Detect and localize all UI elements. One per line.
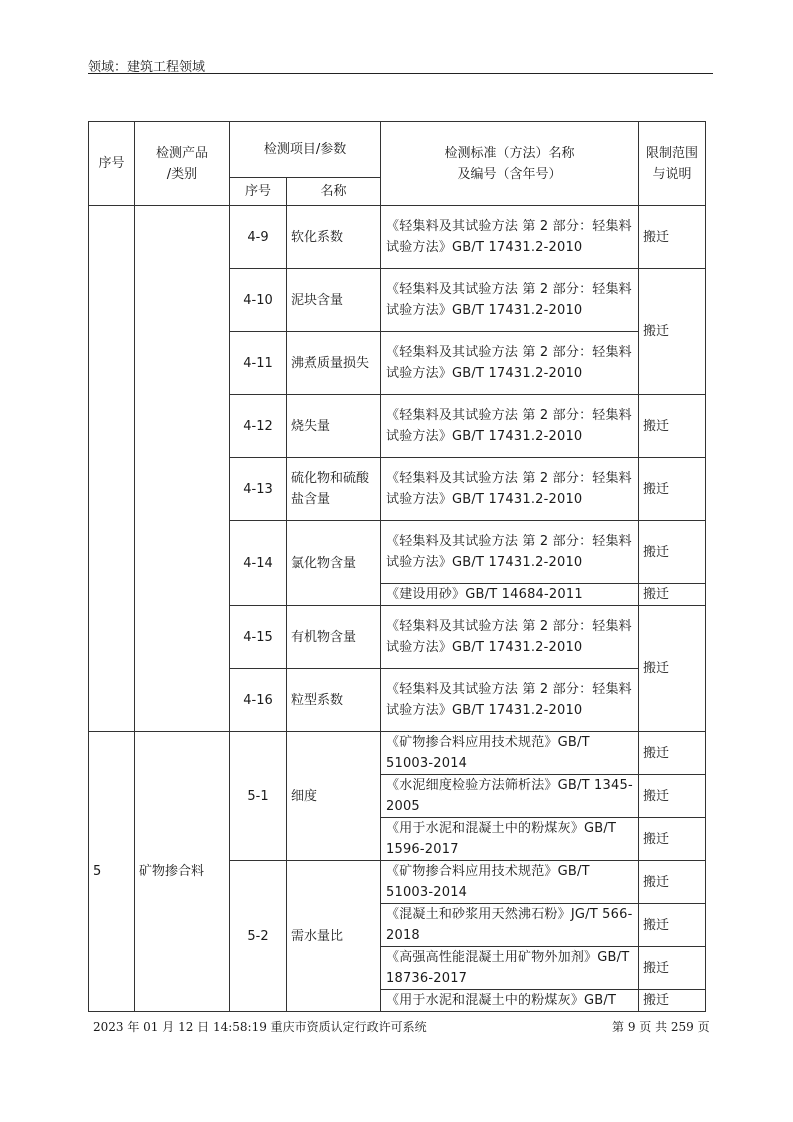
standard-text: 《轻集料及其试验方法 第 2 部分：轻集料试验方法》GB/T 17431.2-2010 xyxy=(381,521,639,584)
standard-text: 《轻集料及其试验方法 第 2 部分：轻集料试验方法》GB/T 17431.2-2010 xyxy=(381,332,639,395)
limit-text: 搬迁 xyxy=(639,947,706,990)
limit-text: 搬迁 xyxy=(639,206,706,269)
item-name: 有机物含量 xyxy=(287,606,381,669)
item-seq: 5-1 xyxy=(230,732,287,861)
header-limit: 限制范围 与说明 xyxy=(639,122,706,206)
header-seq: 序号 xyxy=(89,122,135,206)
table-row xyxy=(89,206,706,269)
item-name: 硫化物和硫酸盐含量 xyxy=(287,458,381,521)
item-seq: 4-12 xyxy=(230,395,287,458)
header-product: 检测产品 /类别 xyxy=(135,122,230,206)
header-item-seq: 序号 xyxy=(230,178,287,206)
footer-timestamp-system: 2023 年 01 月 12 日 14:58:19 重庆市资质认定行政许可系统 xyxy=(93,1020,427,1034)
product-cell-5: 矿物掺合料 xyxy=(135,732,230,1012)
limit-text: 搬迁 xyxy=(639,606,706,732)
item-seq: 4-11 xyxy=(230,332,287,395)
limit-text: 搬迁 xyxy=(639,395,706,458)
item-name: 泥块含量 xyxy=(287,269,381,332)
seq-cell-5: 5 xyxy=(89,732,135,1012)
limit-text: 搬迁 xyxy=(639,584,706,606)
standard-text: 《轻集料及其试验方法 第 2 部分：轻集料试验方法》GB/T 17431.2-2010 xyxy=(381,206,639,269)
standard-text: 《矿物掺合料应用技术规范》GB/T 51003-2014 xyxy=(381,732,639,775)
standard-text: 《轻集料及其试验方法 第 2 部分：轻集料试验方法》GB/T 17431.2-2010 xyxy=(381,395,639,458)
standard-text: 《轻集料及其试验方法 第 2 部分：轻集料试验方法》GB/T 17431.2-2010 xyxy=(381,606,639,669)
table-row xyxy=(89,732,706,775)
item-seq: 4-9 xyxy=(230,206,287,269)
item-seq: 4-15 xyxy=(230,606,287,669)
footer-page-info: 第 9 页 共 259 页 xyxy=(612,1020,710,1034)
item-seq: 4-10 xyxy=(230,269,287,332)
item-name: 粒型系数 xyxy=(287,669,381,732)
item-name: 软化系数 xyxy=(287,206,381,269)
standard-text: 《矿物掺合料应用技术规范》GB/T 51003-2014 xyxy=(381,861,639,904)
standard-text: 《水泥细度检验方法筛析法》GB/T 1345-2005 xyxy=(381,775,639,818)
header-item-group: 检测项目/参数 xyxy=(230,122,381,178)
inspection-table xyxy=(88,121,706,1012)
limit-text: 搬迁 xyxy=(639,818,706,861)
limit-text: 搬迁 xyxy=(639,775,706,818)
item-name: 沸煮质量损失 xyxy=(287,332,381,395)
item-name: 烧失量 xyxy=(287,395,381,458)
standard-text: 《高强高性能混凝土用矿物外加剂》GB/T 18736-2017 xyxy=(381,947,639,990)
item-seq: 4-14 xyxy=(230,521,287,606)
header-standard: 检测标准（方法）名称 及编号（含年号） xyxy=(381,122,639,206)
standard-text: 《轻集料及其试验方法 第 2 部分：轻集料试验方法》GB/T 17431.2-2010 xyxy=(381,458,639,521)
item-seq: 4-13 xyxy=(230,458,287,521)
limit-text: 搬迁 xyxy=(639,732,706,775)
item-name: 氯化物含量 xyxy=(287,521,381,606)
limit-text: 搬迁 xyxy=(639,269,706,395)
limit-text: 搬迁 xyxy=(639,458,706,521)
product-cell-4 xyxy=(135,206,230,732)
limit-text: 搬迁 xyxy=(639,861,706,904)
header-divider xyxy=(88,73,713,74)
standard-text: 《用于水泥和混凝土中的粉煤灰》GB/T 1596-2017 xyxy=(381,818,639,861)
standard-text: 《建设用砂》GB/T 14684-2011 xyxy=(381,584,639,606)
limit-text: 搬迁 xyxy=(639,904,706,947)
item-seq: 4-16 xyxy=(230,669,287,732)
standard-text: 《用于水泥和混凝土中的粉煤灰》GB/T xyxy=(381,990,639,1012)
header-item-name: 名称 xyxy=(287,178,381,206)
item-name: 细度 xyxy=(287,732,381,861)
limit-text: 搬迁 xyxy=(639,521,706,584)
standard-text: 《混凝土和砂浆用天然沸石粉》JG/T 566-2018 xyxy=(381,904,639,947)
standard-text: 《轻集料及其试验方法 第 2 部分：轻集料试验方法》GB/T 17431.2-2010 xyxy=(381,269,639,332)
standard-text: 《轻集料及其试验方法 第 2 部分：轻集料试验方法》GB/T 17431.2-2010 xyxy=(381,669,639,732)
limit-text: 搬迁 xyxy=(639,990,706,1012)
seq-cell-4 xyxy=(89,206,135,732)
page-header-domain: 领域：建筑工程领域 xyxy=(88,60,206,75)
item-seq: 5-2 xyxy=(230,861,287,1012)
item-name: 需水量比 xyxy=(287,861,381,1012)
